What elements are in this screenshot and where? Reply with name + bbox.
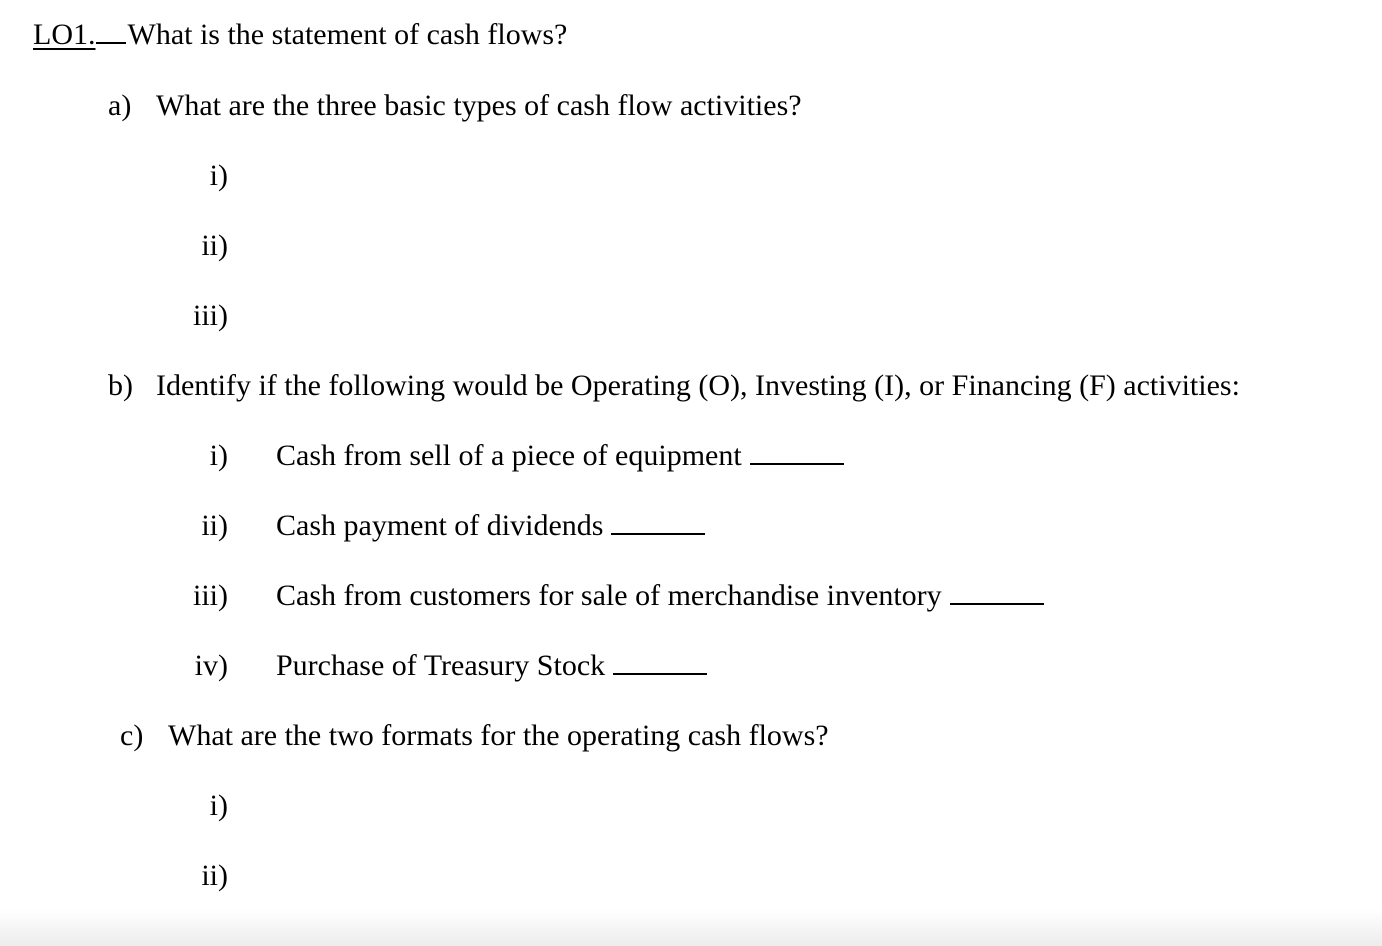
question-b-item-1-text: Cash from sell of a piece of equipment (276, 439, 742, 472)
lo-title: What is the statement of cash flows? (127, 18, 568, 51)
question-b-label: b) (108, 369, 133, 402)
question-a-text: What are the three basic types of cash flow activities? (156, 89, 802, 122)
question-a (108, 88, 802, 124)
question-b-item-2 (276, 508, 705, 544)
question-b-item-2-num: ii) (201, 509, 228, 542)
question-b-item-4-text: Purchase of Treasury Stock (276, 649, 606, 682)
question-c (120, 718, 829, 754)
question-b-text: Identify if the following would be Operating (O), Investing (I), or Financing (F) activities: (156, 369, 1240, 402)
question-a-item-3: iii) (193, 299, 228, 332)
lo-underline-gap (96, 18, 126, 44)
question-b-item-3 (276, 578, 1044, 614)
answer-blank-2[interactable] (611, 511, 705, 535)
question-a-item-1: i) (209, 159, 228, 192)
question-b-item-4-num: iv) (194, 649, 228, 682)
question-c-label: c) (120, 719, 144, 752)
lo-heading (33, 17, 567, 53)
question-b-item-1 (276, 438, 844, 474)
answer-blank-3[interactable] (950, 581, 1044, 605)
answer-blank-4[interactable] (613, 651, 707, 675)
question-b-item-4 (276, 648, 707, 684)
answer-blank-1[interactable] (750, 441, 844, 465)
question-b-item-2-text: Cash payment of dividends (276, 509, 604, 542)
page-bottom-shadow (0, 910, 1382, 946)
question-a-item-2: ii) (201, 229, 228, 262)
question-a-label: a) (108, 89, 132, 122)
question-c-item-2: ii) (201, 859, 228, 892)
question-c-text: What are the two formats for the operating cash flows? (168, 719, 829, 752)
lo-number: LO1. (33, 18, 96, 51)
question-b (108, 368, 1240, 404)
question-b-item-3-num: iii) (193, 579, 228, 612)
question-b-item-1-num: i) (209, 439, 228, 472)
question-b-item-3-text: Cash from customers for sale of merchandise inventory (276, 579, 942, 612)
question-c-item-1: i) (209, 789, 228, 822)
